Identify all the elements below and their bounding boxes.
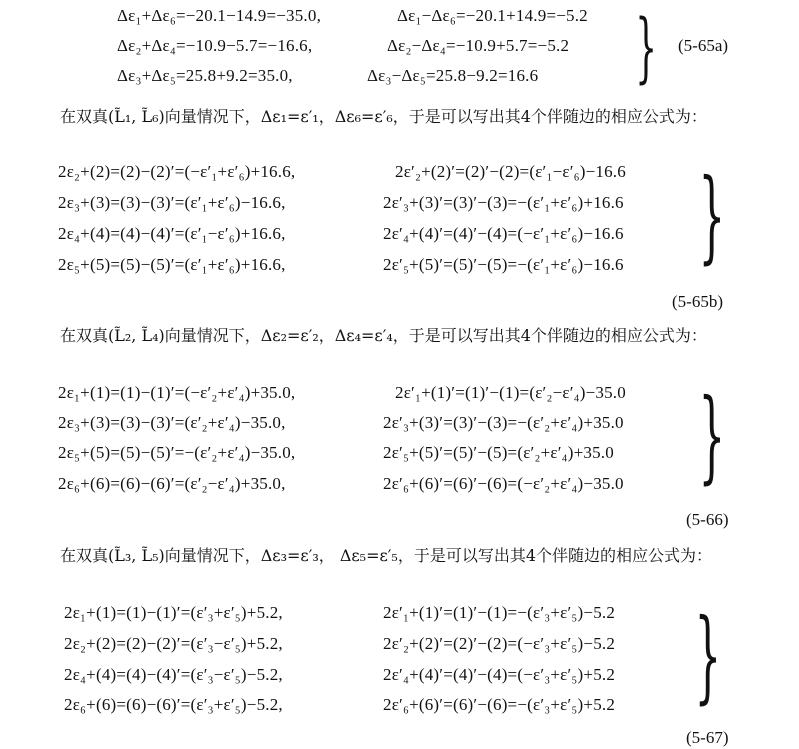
eq-5-66-row-2-right: 2ε′₃+(3)′=(3)′−(3)=−(ε′₂+ε′₄)+35.0: [383, 413, 624, 432]
eq-5-65a-row-2-right: Δε₂−Δε₄=−10.9+5.7=−5.2: [387, 36, 570, 55]
eq-5-67-row-4-right: 2ε′₆+(6)′=(6)′−(6)=−(ε′₃+ε′₅)+5.2: [383, 695, 616, 714]
right-brace-5-66: }: [698, 377, 726, 494]
eq-5-65a-row-1-left: Δε₁+Δε₆=−20.1−14.9=−35.0,: [117, 6, 322, 25]
eq-5-65b-row-2-right: 2ε′₃+(3)′=(3)′−(3)=−(ε′₁+ε′₆)+16.6: [383, 193, 624, 212]
eq-5-66-row-4-left: 2ε₆+(6)=(6)−(6)′=(ε′₂−ε′₄)+35.0,: [58, 474, 286, 493]
eq-5-65a-row-3-left: Δε₃+Δε₅=25.8+9.2=35.0,: [117, 66, 293, 85]
eq-5-66-row-4-right: 2ε′₆+(6)′=(6)′−(6)=(−ε′₂+ε′₄)−35.0: [383, 474, 624, 493]
right-brace-5-67: }: [694, 597, 722, 714]
eq-5-67-row-2-right: 2ε′₂+(2)′=(2)′−(2)=(−ε′₃+ε′₅)−5.2: [383, 634, 616, 653]
eq-5-65b-row-3-right: 2ε′₄+(4)′=(4)′−(4)=(−ε′₁+ε′₆)−16.6: [383, 224, 624, 243]
paragraph-3: 在双真(L̃₃, L̃₅)向量情况下，Δε₃=ε′₃， Δε₅=ε′₅，于是可以写出其4个伴随边的相应公式为：: [60, 546, 713, 565]
equation-number-5-65b: (5-65b): [672, 292, 723, 311]
right-brace-5-65b: }: [698, 157, 726, 274]
eq-5-65b-row-1-right: 2ε′₂+(2)′=(2)′−(2)=(ε′₁−ε′₆)−16.6: [395, 162, 626, 181]
eq-5-65a-row-2-left: Δε₂+Δε₄=−10.9−5.7=−16.6,: [117, 36, 313, 55]
eq-5-67-row-3-left: 2ε₄+(4)=(4)−(4)′=(ε′₃−ε′₅)−5.2,: [64, 665, 283, 684]
eq-5-67-row-2-left: 2ε₂+(2)=(2)−(2)′=(ε′₃−ε′₅)+5.2,: [64, 634, 283, 653]
eq-5-65b-row-4-left: 2ε₅+(5)=(5)−(5)′=(ε′₁+ε′₆)+16.6,: [58, 255, 286, 274]
eq-5-66-row-1-left: 2ε₁+(1)=(1)−(1)′=(−ε′₂+ε′₄)+35.0,: [58, 383, 296, 402]
eq-5-67-row-1-left: 2ε₁+(1)=(1)−(1)′=(ε′₃+ε′₅)+5.2,: [64, 603, 283, 622]
eq-5-65a-row-3-right: Δε₃−Δε₅=25.8−9.2=16.6: [367, 66, 539, 85]
eq-5-66-row-3-left: 2ε₅+(5)=(5)−(5)′=−(ε′₂+ε′₄)−35.0,: [58, 443, 296, 462]
eq-5-67-row-1-right: 2ε′₁+(1)′=(1)′−(1)=−(ε′₃+ε′₅)−5.2: [383, 603, 616, 622]
eq-5-65b-row-1-left: 2ε₂+(2)=(2)−(2)′=(−ε′₁+ε′₆)+16.6,: [58, 162, 296, 181]
equation-number-5-67: (5-67): [686, 728, 729, 747]
eq-5-65a-row-1-right: Δε₁−Δε₆=−20.1+14.9=−5.2: [397, 6, 588, 25]
eq-5-66-row-2-left: 2ε₃+(3)=(3)−(3)′=(ε′₂+ε′₄)−35.0,: [58, 413, 286, 432]
eq-5-65b-row-4-right: 2ε′₅+(5)′=(5)′−(5)=−(ε′₁+ε′₆)−16.6: [383, 255, 624, 274]
eq-5-66-row-3-right: 2ε′₅+(5)′=(5)′−(5)=(ε′₂+ε′₄)+35.0: [383, 443, 614, 462]
eq-5-65b-row-2-left: 2ε₃+(3)=(3)−(3)′=(ε′₁+ε′₆)−16.6,: [58, 193, 286, 212]
right-brace-5-65a: }: [635, 2, 658, 91]
equation-number-5-65a: (5-65a): [678, 36, 729, 55]
eq-5-66-row-1-right: 2ε′₁+(1)′=(1)′−(1)=(ε′₂−ε′₄)−35.0: [395, 383, 626, 402]
eq-5-67-row-4-left: 2ε₆+(6)=(6)−(6)′=(ε′₃+ε′₅)−5.2,: [64, 695, 283, 714]
paragraph-2: 在双真(L̃₂, L̃₄)向量情况下，Δε₂=ε′₂，Δε₄=ε′₄，于是可以写出其4个伴随边的相应公式为：: [60, 326, 707, 345]
eq-5-67-row-3-right: 2ε′₄+(4)′=(4)′−(4)=(−ε′₃+ε′₅)+5.2: [383, 665, 616, 684]
eq-5-65b-row-3-left: 2ε₄+(4)=(4)−(4)′=(ε′₁−ε′₆)+16.6,: [58, 224, 286, 243]
equation-number-5-66: (5-66): [686, 510, 729, 529]
paragraph-1: 在双真(L̃₁, L̃₆)向量情况下，Δε₁=ε′₁，Δε₆=ε′₆，于是可以写出其4个伴随边的相应公式为：: [60, 107, 707, 126]
